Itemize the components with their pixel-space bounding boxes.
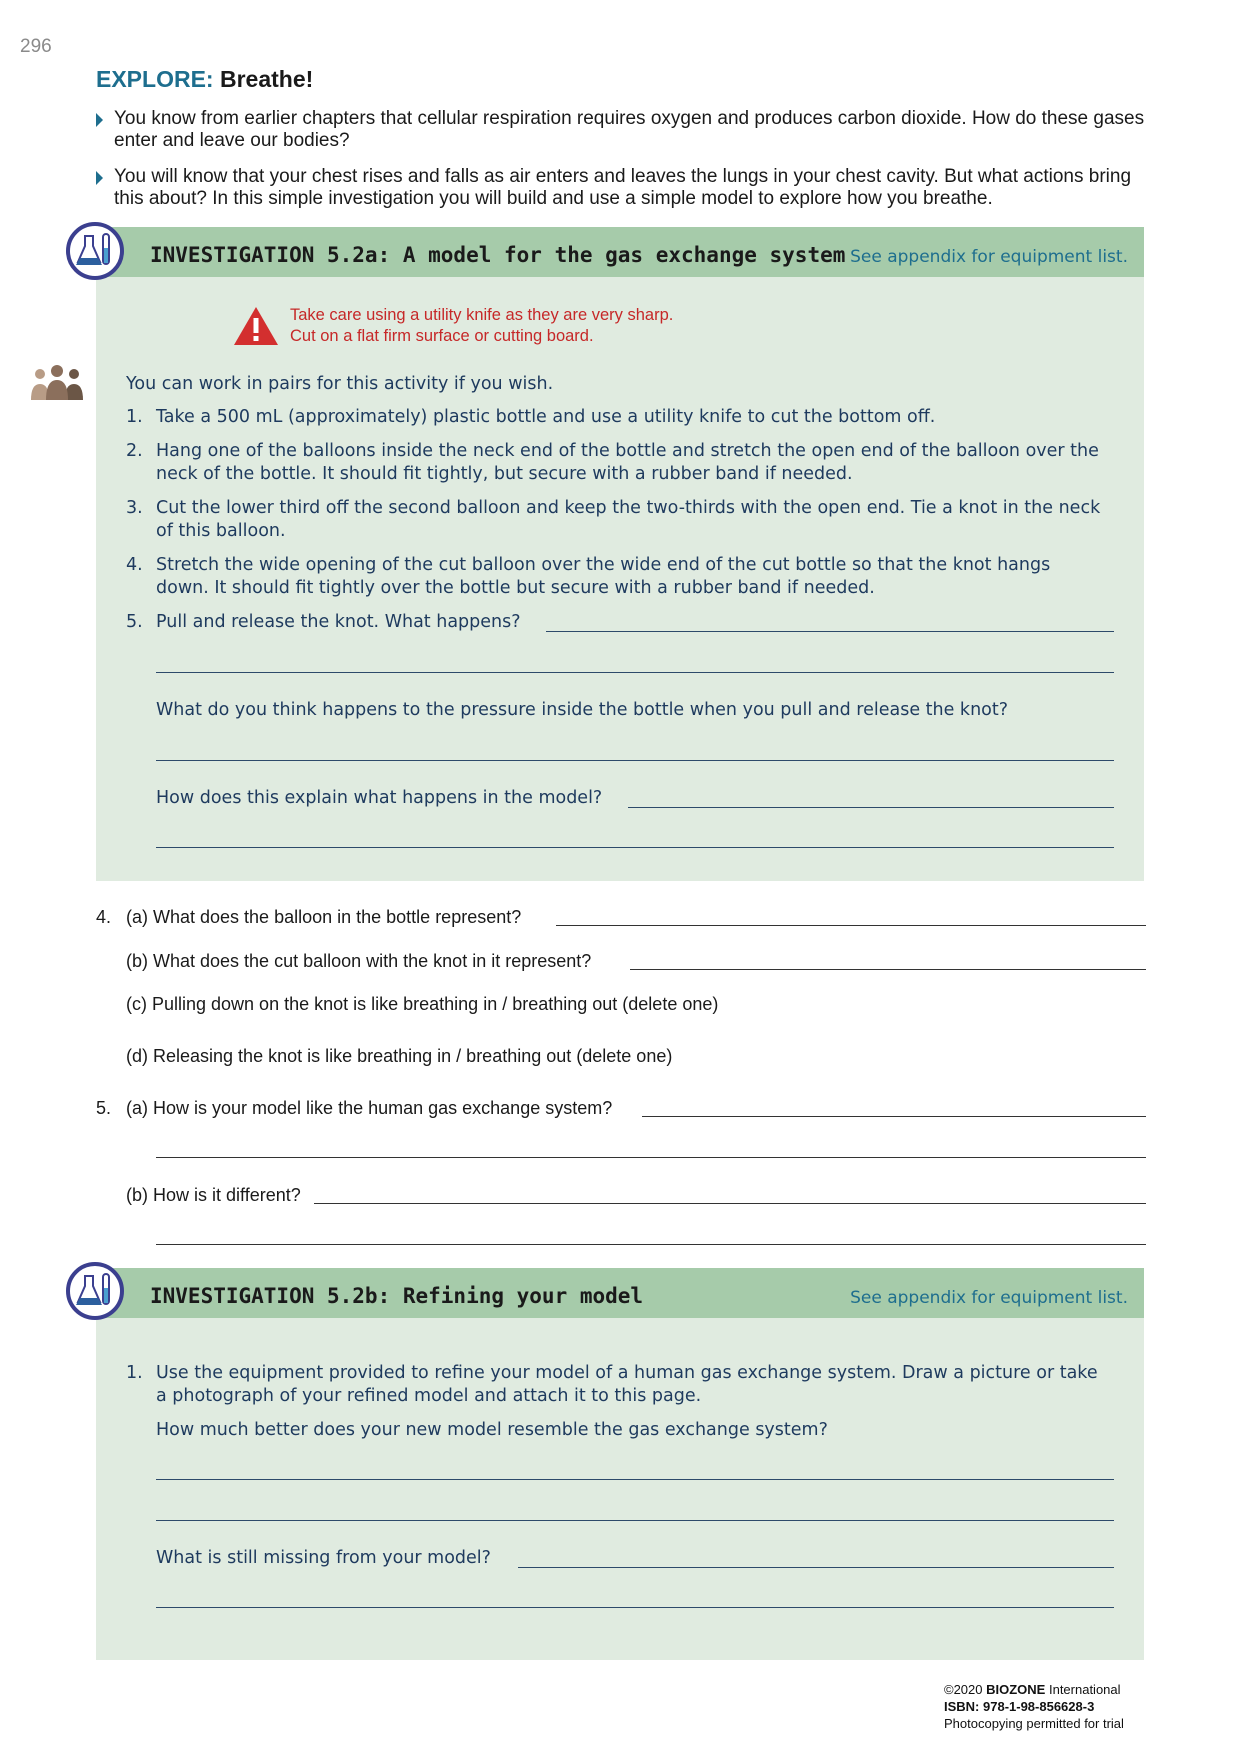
safety-warning: Take care using a utility knife as they are very sharp. Cut on a flat firm surface or cutting board. <box>290 306 674 345</box>
answer-line[interactable] <box>156 1520 1114 1521</box>
answer-line[interactable] <box>546 631 1114 632</box>
step-2: 2. Hang one of the balloons inside the neck end of the bottle and stretch the open end of the balloon over the neck of the bottle. It should fit tightly, but secure with a rubber band if needed. <box>126 441 1099 484</box>
investigation-a-equipment-note: See appendix for equipment list. <box>850 247 1128 267</box>
copyright: ©2020 BIOZONE International <box>944 1682 1121 1697</box>
investigation-b-title: INVESTIGATION 5.2b: Refining your model <box>150 1284 644 1308</box>
investigation-b-box <box>96 1268 1144 1660</box>
question-pressure: What do you think happens to the pressure inside the bottle when you pull and release the knot? <box>156 700 1009 720</box>
section-title <box>96 66 313 93</box>
question-4-number: 4. <box>96 907 112 927</box>
answer-line[interactable] <box>556 925 1146 926</box>
section-name: Breathe! <box>219 66 314 92</box>
question-better: How much better does your new model resemble the gas exchange system? <box>156 1420 828 1440</box>
answer-line[interactable] <box>156 1244 1146 1245</box>
question-4b: (b) What does the cut balloon with the knot in it represent? <box>126 951 592 971</box>
question-4c: (c) Pulling down on the knot is like breathing in / breathing out (delete one) <box>126 994 719 1014</box>
photocopy-note: Photocopying permitted for trial <box>944 1716 1124 1731</box>
triangle-bullet-icon <box>96 171 103 185</box>
footer <box>944 1681 1124 1732</box>
answer-line[interactable] <box>642 1116 1146 1117</box>
answer-line[interactable] <box>156 1607 1114 1608</box>
flask-test-tube-icon <box>66 1262 124 1320</box>
question-missing: What is still missing from your model? <box>156 1548 491 1568</box>
triangle-bullet-icon <box>96 113 103 127</box>
answer-line[interactable] <box>156 1479 1114 1480</box>
question-5b: (b) How is it different? <box>126 1185 301 1205</box>
question-explain: How does this explain what happens in the model? <box>156 788 603 808</box>
intro-bullet-2: You will know that your chest rises and falls as air enters and leaves the lungs in your chest cavity. But what actions bring this about? In this simple investigation you will build and use a simple model to explore how you breathe. <box>96 166 1146 210</box>
step-3: 3. Cut the lower third off the second balloon and keep the two-thirds with the open end. Tie a knot in the neck of this balloon. <box>126 498 1101 541</box>
question-4a: (a) What does the balloon in the bottle represent? <box>126 907 522 927</box>
question-4d: (d) Releasing the knot is like breathing in / breathing out (delete one) <box>126 1046 673 1066</box>
people-group-icon <box>28 364 86 405</box>
answer-line[interactable] <box>628 807 1114 808</box>
question-5-number: 5. <box>96 1098 112 1118</box>
step-1: 1. Take a 500 mL (approximately) plastic bottle and use a utility knife to cut the bottom off. <box>126 407 936 427</box>
step-5: 5. Pull and release the knot. What happens? <box>126 612 521 632</box>
section-keyword: EXPLORE: <box>96 66 214 92</box>
isbn: ISBN: 978-1-98-856628-3 <box>944 1699 1095 1714</box>
answer-line[interactable] <box>518 1567 1114 1568</box>
inv-b-step-1: 1. Use the equipment provided to refine your model of a human gas exchange system. Draw a picture or take a photograph of your refined model and attach it to this page. <box>126 1363 1098 1406</box>
warning-triangle-icon <box>232 305 280 352</box>
investigation-a-title: INVESTIGATION 5.2a: A model for the gas exchange system <box>150 243 846 267</box>
answer-line[interactable] <box>156 847 1114 848</box>
question-5a: (a) How is your model like the human gas exchange system? <box>126 1098 613 1118</box>
pairs-note: You can work in pairs for this activity if you wish. <box>126 374 554 394</box>
answer-line[interactable] <box>314 1203 1146 1204</box>
flask-test-tube-icon <box>66 222 124 280</box>
answer-line[interactable] <box>156 1157 1146 1158</box>
step-4: 4. Stretch the wide opening of the cut balloon over the wide end of the cut bottle so that the knot hangs down. It should fit tightly over the bottle but secure with a rubber band if needed. <box>126 555 1051 598</box>
answer-line[interactable] <box>156 760 1114 761</box>
answer-line[interactable] <box>156 672 1114 673</box>
intro-bullet-1: You know from earlier chapters that cellular respiration requires oxygen and produces carbon dioxide. How do these gases enter and leave our bodies? <box>96 108 1146 152</box>
page-number: 296 <box>20 36 52 57</box>
answer-line[interactable] <box>630 969 1146 970</box>
investigation-b-equipment-note: See appendix for equipment list. <box>850 1288 1128 1308</box>
